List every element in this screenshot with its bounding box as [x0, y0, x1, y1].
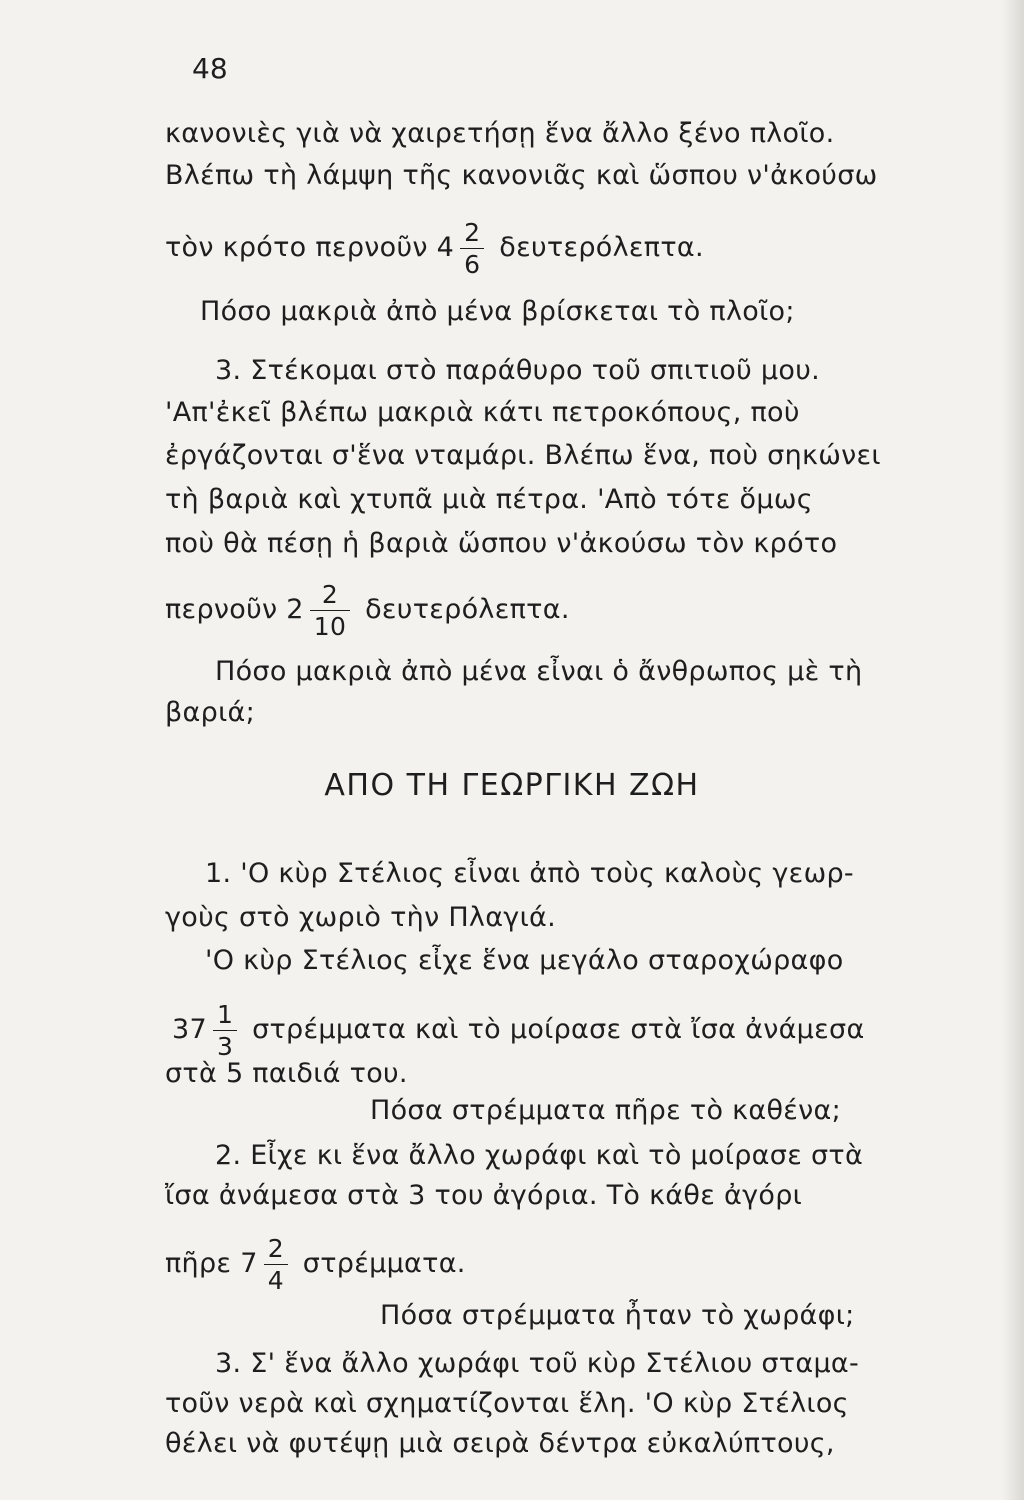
- prob1-question: Πόσα στρέμματα πῆρε τὸ καθένα;: [370, 1095, 842, 1126]
- fraction-2: [310, 582, 350, 639]
- mixed-number-3-whole: 37: [172, 1014, 207, 1045]
- para2-line3: ἐργάζονται σ'ἕνα νταμάρι. Βλέπω ἕνα, ποὺ σηκώνει: [165, 440, 881, 471]
- prob2-line3-unit: στρέμματα.: [302, 1248, 466, 1279]
- para1-line2: Βλέπω τὴ λάμψη τῆς κανονιᾶς καὶ ὥσπου ν'ἀκούσω: [165, 160, 878, 191]
- prob2-line3-text: πῆρε: [165, 1248, 232, 1279]
- prob3-line3: θέλει νὰ φυτέψῃ μιὰ σειρὰ δέντρα εὐκαλύπτους,: [165, 1428, 835, 1459]
- fraction-2-numerator: 2: [310, 582, 350, 611]
- prob2-line2: ἴσα ἀνάμεσα στὰ 3 του ἀγόρια. Τὸ κάθε ἀγόρι: [165, 1180, 803, 1211]
- para2-question-line2: βαριά;: [165, 697, 255, 728]
- prob2-line1: 2. Εἶχε κι ἕνα ἄλλο χωράφι καὶ τὸ μοίρασε στὰ: [215, 1140, 864, 1171]
- para2-line4: τὴ βαριὰ καὶ χτυπᾶ μιὰ πέτρα. 'Απὸ τότε ὅμως: [165, 484, 813, 515]
- fraction-1-numerator: 2: [460, 220, 484, 249]
- prob3-line2: τοῦν νερὰ καὶ σχηματίζονται ἕλη. 'Ο κὺρ Στέλιος: [165, 1388, 849, 1419]
- fraction-1-denominator: 6: [464, 250, 481, 279]
- fraction-4-numerator: 2: [264, 1236, 288, 1265]
- prob1-line1: 1. 'Ο κὺρ Στέλιος εἶναι ἀπὸ τοὺς καλοὺς γεωρ-: [205, 858, 854, 889]
- prob2-question: Πόσα στρέμματα ἦταν τὸ χωράφι;: [380, 1300, 855, 1331]
- mixed-number-2-whole: 2: [286, 594, 304, 625]
- fraction-2-denominator: 10: [313, 612, 347, 641]
- prob1-line2: γοὺς στὸ χωριὸ τὴν Πλαγιά.: [165, 902, 557, 933]
- fraction-4-denominator: 4: [267, 1266, 284, 1295]
- fraction-1: [460, 220, 484, 277]
- mixed-number-1-whole: 4: [436, 232, 455, 263]
- fraction-4: [264, 1236, 288, 1293]
- para1-line3-unit: δευτερόλεπτα.: [499, 232, 704, 263]
- fraction-3-denominator: 3: [216, 1032, 234, 1061]
- prob1-line4-text: στρέμματα καὶ τὸ μοίρασε στὰ ἴσα ἀνάμεσα: [252, 1014, 865, 1045]
- para1-line3: [165, 220, 704, 277]
- para2-line6: [165, 582, 570, 639]
- mixed-number-2: [286, 580, 365, 641]
- prob3-line1: 3. Σ' ἕνα ἄλλο χωράφι τοῦ κὺρ Στέλιου σταμα-: [215, 1348, 860, 1379]
- para2-line1: 3. Στέκομαι στὸ παράθυρο τοῦ σπιτιοῦ μου.: [215, 355, 821, 386]
- para1-line1: κανονιὲς γιὰ νὰ χαιρετήσῃ ἕνα ἄλλο ξένο πλοῖο.: [165, 118, 835, 149]
- mixed-number-4-whole: 7: [240, 1248, 258, 1279]
- section-heading: ΑΠΟ ΤΗ ΓΕΩΡΓΙΚΗ ΖΩΗ: [324, 768, 700, 803]
- para2-line6-text: περνοῦν: [165, 594, 278, 625]
- prob1-line3: 'Ο κὺρ Στέλιος εἶχε ἕνα μεγάλο σταροχώραφο: [205, 945, 844, 976]
- para2-question-line1: Πόσο μακριὰ ἀπὸ μένα εἶναι ὁ ἄνθρωπος μὲ τὴ: [215, 656, 863, 687]
- para2-line6-unit: δευτερόλεπτα.: [365, 594, 570, 625]
- para1-question: Πόσο μακριὰ ἀπὸ μένα βρίσκεται τὸ πλοῖο;: [200, 296, 795, 327]
- mixed-number-3: [172, 1000, 252, 1061]
- para2-line5: ποὺ θὰ πέσῃ ἡ βαριὰ ὥσπου ν'ἀκούσω τὸν κρότο: [165, 528, 838, 559]
- prob1-line4: [172, 1002, 865, 1059]
- page-edge-shadow: [1002, 0, 1024, 1500]
- para2-line2: 'Απ'ἐκεῖ βλέπω μακριὰ κάτι πετροκόπους, ποὺ: [165, 397, 800, 428]
- para1-line3-text: τὸν κρότο περνοῦν: [165, 232, 428, 263]
- page-number: 48: [192, 52, 228, 85]
- fraction-3-numerator: 1: [213, 1002, 237, 1031]
- prob1-line5: στὰ 5 παιδιά του.: [165, 1058, 408, 1089]
- fraction-3: [213, 1002, 237, 1059]
- mixed-number-4: [240, 1234, 303, 1295]
- mixed-number-1: [436, 218, 500, 279]
- prob2-line3: [165, 1236, 466, 1293]
